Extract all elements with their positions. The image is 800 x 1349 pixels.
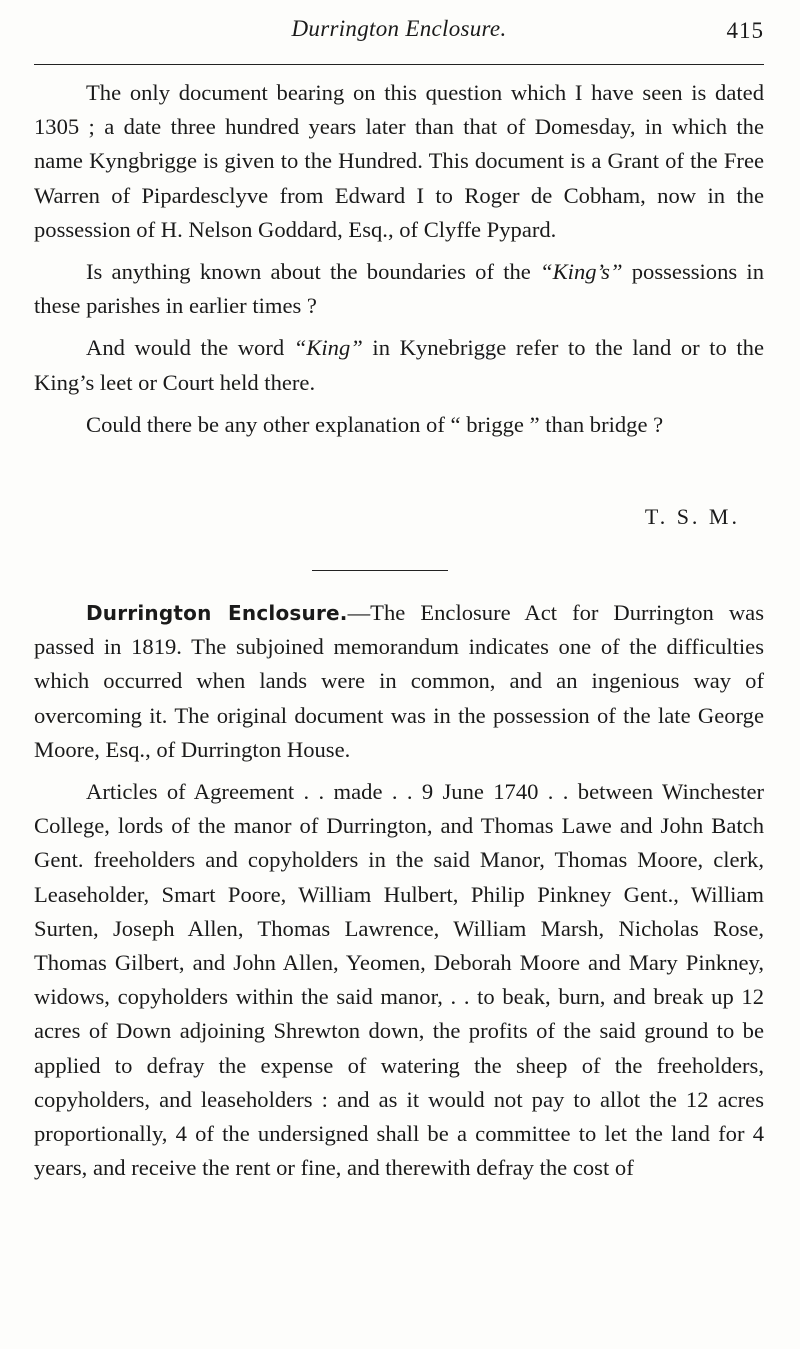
query-section <box>34 76 764 442</box>
query-paragraph-1: The only document bearing on this question which I have seen is dated 1305 ; a date three hundred years later than that of Domesday, in which the name Kyngbrigge is given to the Hundred. This document is a Grant of the Free Warren of Pipardesclyve from Edward I to Roger de Cobham, now in the possession of H. Nelson Goddard, Esq., of Clyffe Pypard. <box>34 80 764 242</box>
running-header <box>34 16 764 50</box>
query-paragraph-2-italic: “King’s” <box>540 259 623 285</box>
query-paragraph-2-text-b: possessions in these parishes in earlier times ? <box>34 259 764 319</box>
query-paragraph-3-text-a: And would the word <box>86 335 294 361</box>
query-paragraph-3-text-b: in Kynebrigge refer to the land or to the King’s leet or Court held there. <box>34 335 764 395</box>
article-section <box>34 596 764 1185</box>
running-title: Durrington Enclosure. <box>291 16 507 41</box>
page-number: 415 <box>726 18 764 43</box>
author-initials: T. S. M. <box>644 504 740 529</box>
query-paragraph-3-italic: “King” <box>293 335 363 361</box>
query-paragraph-2 <box>34 255 764 323</box>
query-paragraph-2-text-a: Is anything known about the boundaries of the <box>86 259 541 285</box>
article-paragraph-1 <box>34 596 764 767</box>
query-paragraph-3 <box>34 331 764 399</box>
query-paragraph-4: Could there be any other explanation of “ brigge ” than bridge ? <box>86 411 664 437</box>
header-rule <box>34 64 764 65</box>
section-divider <box>312 570 448 571</box>
article-heading: Durrington Enclosure. <box>86 601 348 625</box>
article-paragraph-1-text: —The Enclosure Act for Durrington was passed in 1819. The subjoined memorandum indicates one of the difficulties which occurred when lands were in common, and an ingenious way of overcoming it. The original document was in the possession of the late George Moore, Esq., of Durrington House. <box>34 600 764 762</box>
article-paragraph-2: Articles of Agreement . . made . . 9 June 1740 . . between Winchester College, lords of the manor of Durrington, and Thomas Lawe and John Batch Gent. freeholders and copyholders in the said Manor, Thomas Moore, clerk, Leaseholder, Smart Poore, William Hulbert, Philip Pinkney Gent., William Surten, Joseph Allen, Thomas Lawrence, William Marsh, Nicholas Rose, Thomas Gilbert, and John Allen, Yeomen, Deborah Moore and Mary Pinkney, widows, copyholders within the said manor, . . to beak, burn, and break up 12 acres of Down adjoining Shrewton down, the profits of the said ground to be applied to defray the expense of watering the sheep of the freeholders, copyholders, and leaseholders : and as it would not pay to allot the 12 acres proportionally, 4 of the undersigned shall be a committee to let the land for 4 years, and receive the rent or fine, and therewith defray the cost of <box>34 779 764 1181</box>
